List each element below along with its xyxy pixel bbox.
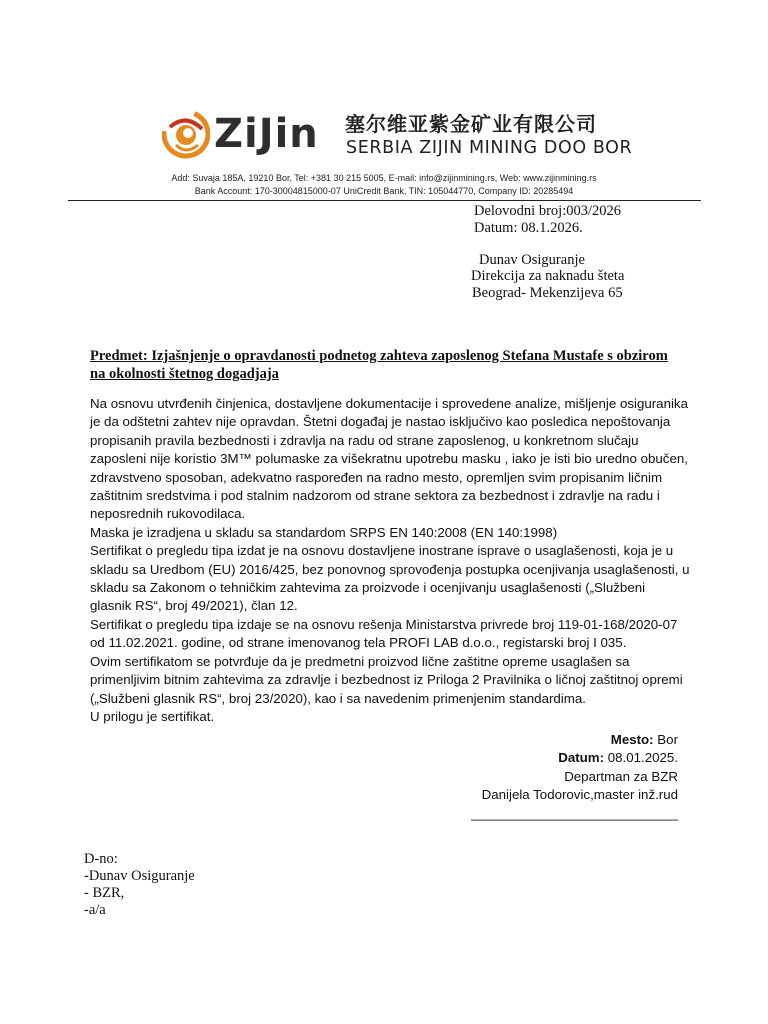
body-paragraph: Ovim sertifikatom se potvrđuje da je predmetni proizvod lične zaštitne opreme usaglašen sa primenljivim bitnim zahtevima za zdravlje i bezbednost iz Priloga 2 Pravilnika o ličnoj zaštitnoj opremi („Službeni glasnik RS“, broj 23/2020), kao i sa navedenim primenjenim standardima. <box>90 653 683 706</box>
letter-body <box>90 395 690 726</box>
distribution-item: -Dunav Osiguranje <box>84 868 195 884</box>
body-paragraph: Sertifikat o pregledu tipa izdat je na osnovu dostavljene inostrane isprave o usaglašenosti, koja je u skladu sa Uredbom (EU) 2016/425, bez ponovnog sprovođenja postupka ocenjivanja usaglašenosti, u skladu sa Zakonom o tehničkim zahtevima za proizvode i ocenjivanju usaglašenosti („Službeni glasnik RS“, broj 49/2021), član 12. <box>90 543 690 614</box>
recipient-name: Dunav Osiguranje <box>479 252 585 268</box>
signature-signer: Danijela Todorovic,master inž.rud <box>481 787 678 803</box>
distribution-list <box>84 851 195 919</box>
letter-subject: Predmet: Izjašnjenje o opravdanosti podnetog zahteva zaposlenog Stefana Mustafe s obzirom na okolnosti štetnog dogadjaja <box>90 348 668 382</box>
header-divider <box>68 200 701 201</box>
body-paragraph: Na osnovu utvrđenih činjenica, dostavljene dokumentacije i sprovedene analize, mišljenje osiguranika je da odštetni zahtev nije opravdan. Štetni događaj je nastao isključivo kao posledica nepoštovanja propisanih pravila bezbednosti i zdravlja na radu od strane zaposlenog, u konkretnom slučaju zaposleni nije koristio 3M™ polumaske za višekratnu upotrebu masku , iako je isti bio uredno obučen, zdravstveno sposoban, adekvatno raspoređen na radno mesto, opremljen svim propisanim ličnim zaštitnim sredstvima i pod stalnim nadzorom od strane sektora za bezbednost i zdravlje na radu i neposrednih rukovodilaca. <box>90 396 688 522</box>
signature-date <box>471 749 678 767</box>
company-name-english: SERBIA ZIJIN MINING DOO BOR <box>346 138 633 158</box>
reference-date: Datum: 08.1.2026. <box>474 220 583 236</box>
distribution-item: -a/a <box>84 902 106 918</box>
logo-wordmark: ZiJin <box>214 111 319 157</box>
signature-department: Departman za BZR <box>564 768 678 784</box>
recipient-department: Direkcija za naknadu šteta <box>471 268 625 284</box>
recipient-address: Beograd- Mekenzijeva 65 <box>472 285 623 301</box>
date-label: Datum: <box>558 750 605 766</box>
zijin-logo-icon <box>162 109 210 159</box>
signature-block <box>471 731 678 823</box>
body-paragraph: Sertifikat o pregledu tipa izdaje se na osnovu rešenja Ministarstva privrede broj 119-01-168/2020-07 od 11.02.2021. godine, od strane imenovanog tela PROFI LAB d.o.o., registarski broj I 035. <box>90 616 678 651</box>
letterhead <box>0 0 768 205</box>
company-name-chinese: 塞尔维亚紫金矿业有限公司 <box>345 112 597 136</box>
date-value: 08.01.2025. <box>604 750 678 766</box>
distribution-item: - BZR, <box>84 885 125 901</box>
company-bank-info: Bank Account: 170-30004815000-07 UniCredit Bank, TIN: 105044770, Company ID: 20285494 <box>194 186 574 196</box>
place-label: Mesto: <box>610 732 654 747</box>
reference-number: Delovodni broj:003/2026 <box>474 203 622 219</box>
signature-place <box>471 731 678 749</box>
distribution-heading: D-no: <box>84 851 118 867</box>
body-paragraph: U prilogu je sertifikat. <box>90 708 215 724</box>
place-value: Bor <box>653 732 678 747</box>
body-paragraph: Maska je izradjena u skladu sa standardom SRPS EN 140:2008 (EN 140:1998) <box>90 524 558 540</box>
company-address: Add: Suvaja 185A, 19210 Bor, Tel: +381 30 215 5005, E-mail: info@zijinmining.rs, Web: www.zijinmining.rs <box>171 173 597 183</box>
signature-line: ____________________________ <box>470 805 678 821</box>
